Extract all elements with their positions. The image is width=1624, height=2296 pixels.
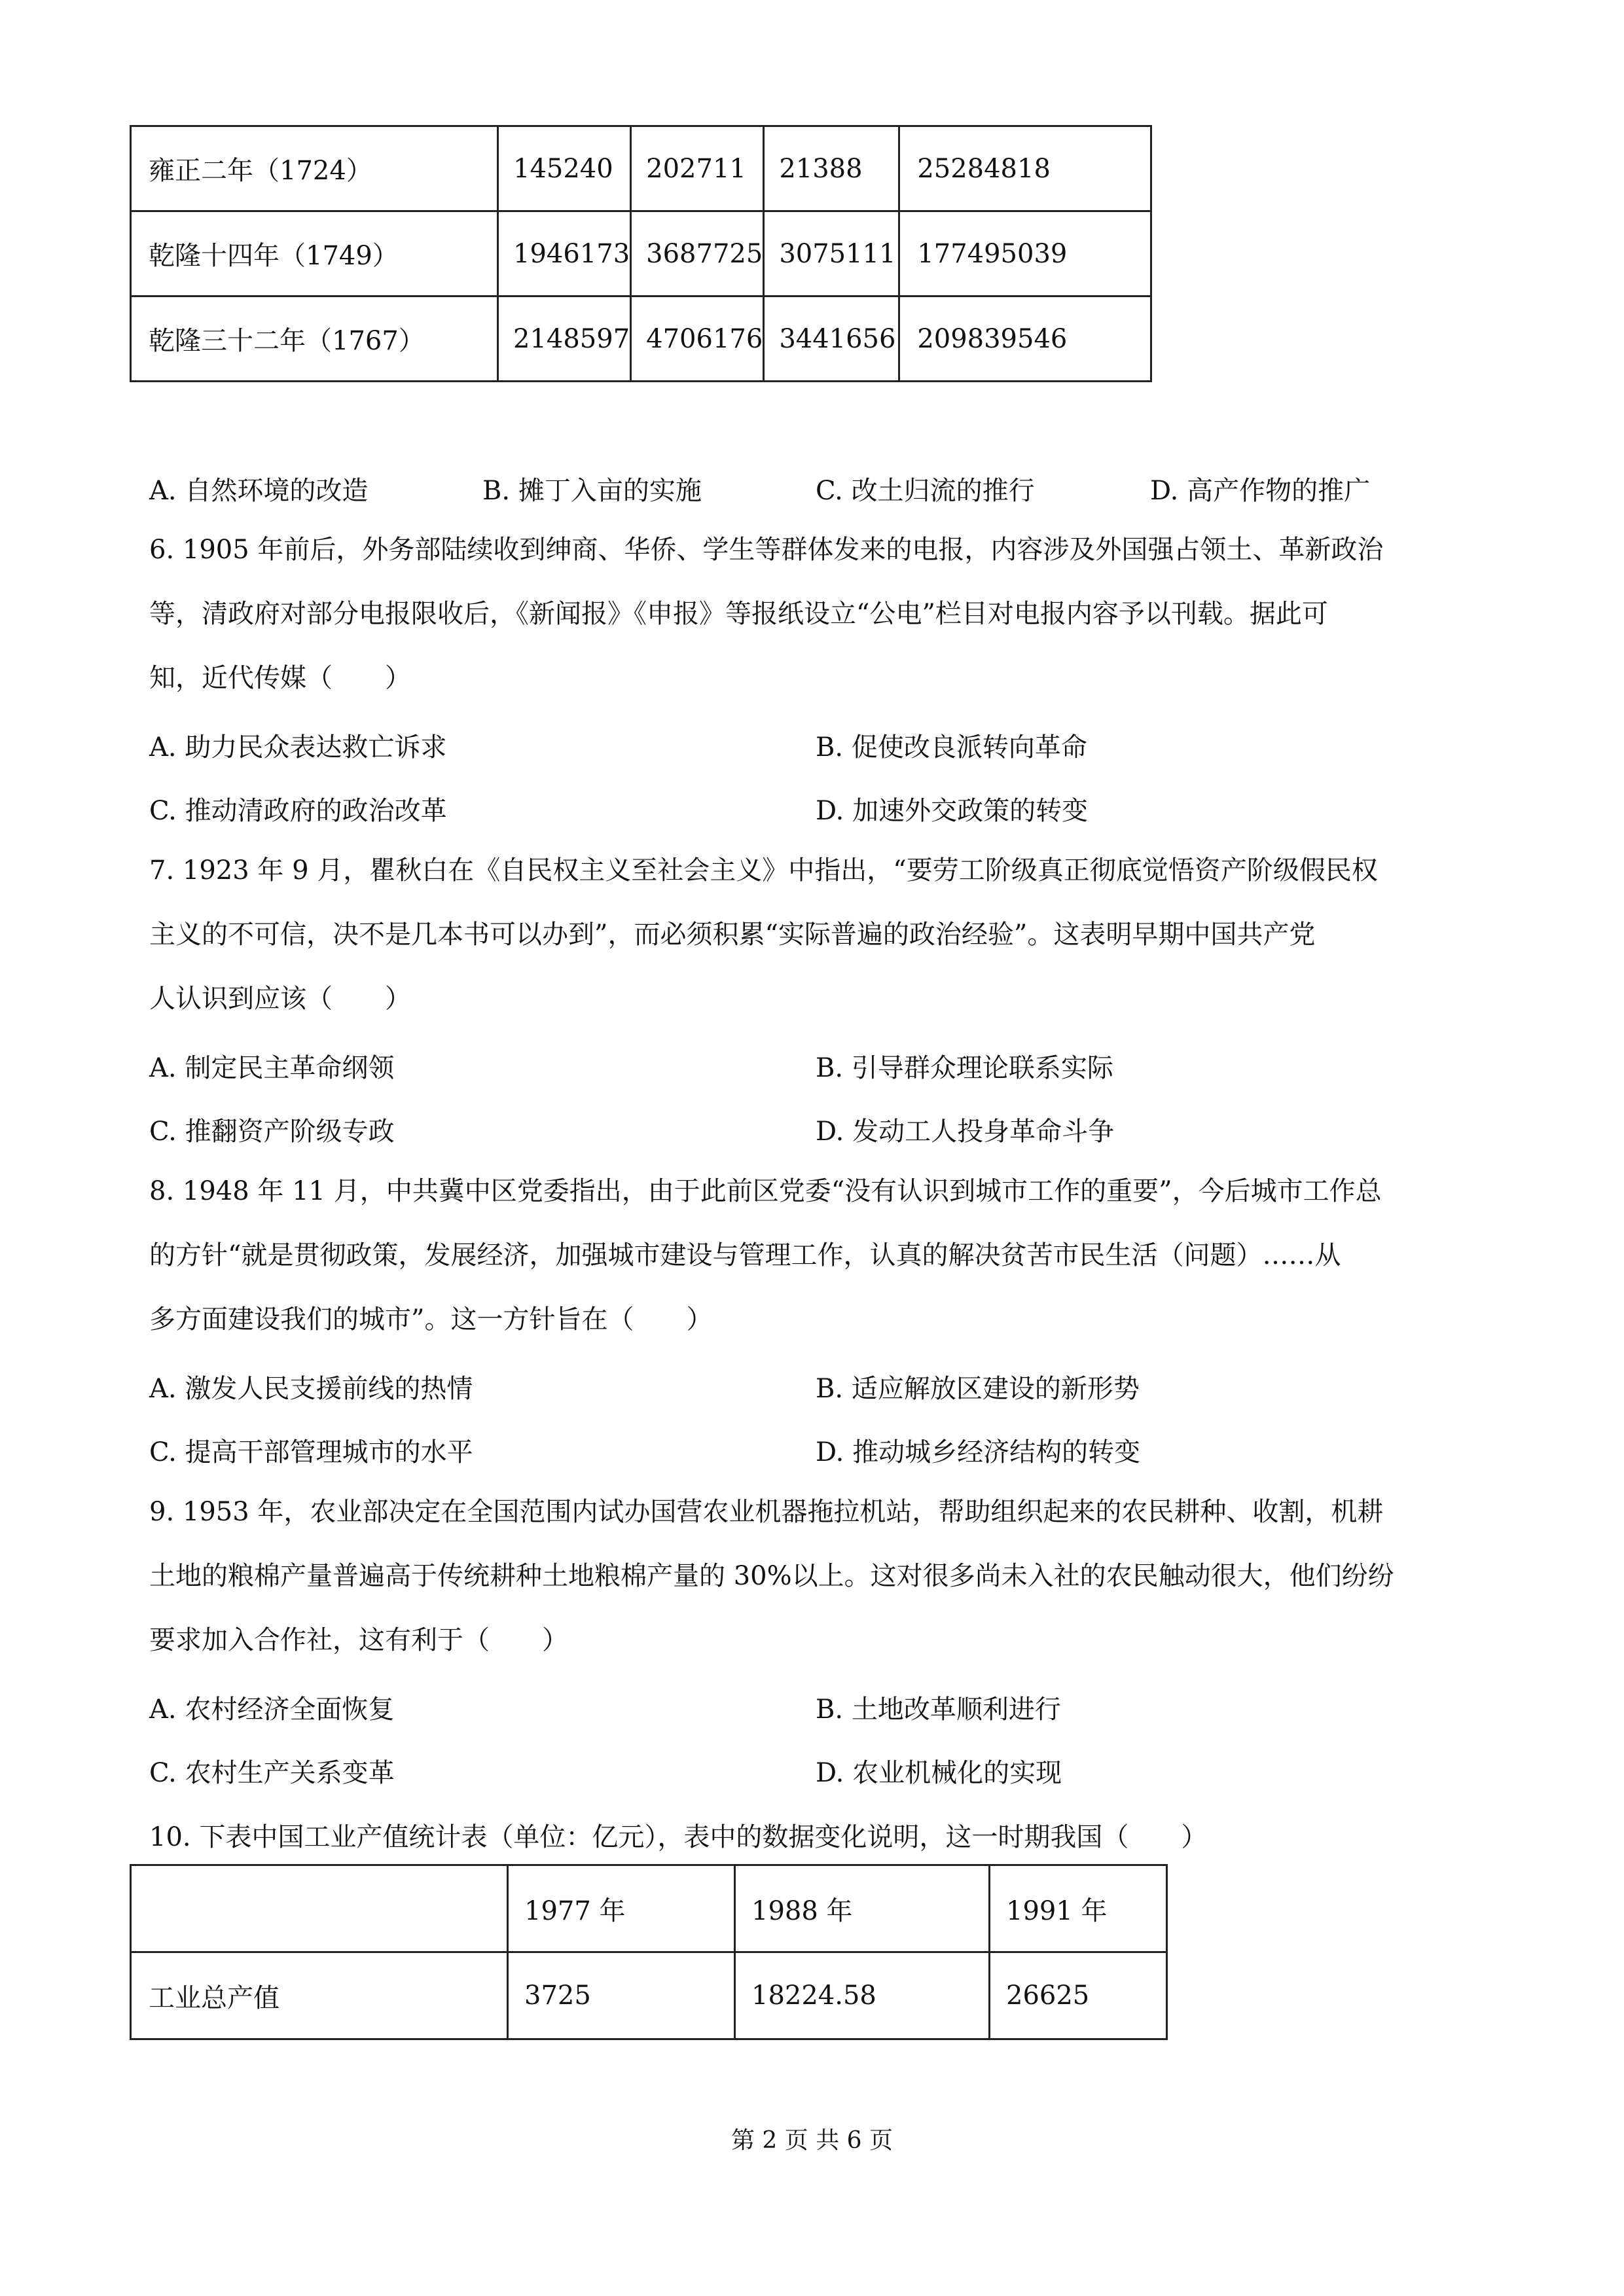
- q8-option-a: A. 激发人民支援前线的热情: [149, 1374, 473, 1404]
- question-8-stem: [149, 1158, 1485, 1351]
- table-cell: 雍正二年（1724）: [131, 126, 498, 211]
- q9-option-b: B. 土地改革顺利进行: [816, 1695, 1061, 1725]
- table-cell: 3441656: [764, 296, 899, 382]
- question-7-stem: [149, 838, 1485, 1030]
- q7-option-a: A. 制定民主革命纲领: [149, 1053, 395, 1083]
- q8-option-c: C. 提高干部管理城市的水平: [149, 1437, 473, 1467]
- table-header-cell: 1977 年: [508, 1865, 735, 1952]
- stem-line: 的方针“就是贯彻政策，发展经济，加强城市建设与管理工作，认真的解决贫苦市民生活（问题）……从: [149, 1240, 1341, 1270]
- stem-line: 7. 1923 年 9 月，瞿秋白在《自民权主义至社会主义》中指出，“要劳工阶级真正彻底觉悟资产阶级假民权: [149, 855, 1378, 886]
- table-header-cell: 1991 年: [990, 1865, 1167, 1952]
- q5-option-a: A. 自然环境的改造: [149, 476, 369, 506]
- stem-line: 多方面建设我们的城市”。这一方针旨在（ ）: [149, 1304, 713, 1335]
- stem-line: 土地的粮棉产量普遍高于传统耕种土地粮棉产量的 30%以上。这对很多尚未入社的农民触动很大，他们纷纷: [149, 1561, 1394, 1591]
- stem-line: 主义的不可信，决不是几本书可以办到”，而必须积累“实际普遍的政治经验”。这表明早期中国共产党: [149, 920, 1316, 950]
- table-cell: 3075111: [764, 211, 899, 296]
- q6-option-d: D. 加速外交政策的转变: [816, 796, 1089, 826]
- table-header-cell: [131, 1865, 508, 1952]
- q5-option-b: B. 摊丁入亩的实施: [482, 476, 702, 506]
- table-cell: 25284818: [899, 126, 1151, 211]
- stem-line: 8. 1948 年 11 月，中共冀中区党委指出，由于此前区党委“没有认识到城市工作的重要”，今后城市工作总: [149, 1176, 1382, 1206]
- table-row: [131, 296, 1151, 382]
- table-header-cell: 1988 年: [735, 1865, 990, 1952]
- page-footer: 第 2 页 共 6 页: [731, 2127, 893, 2154]
- q8-option-d: D. 推动城乡经济结构的转变: [816, 1437, 1141, 1467]
- population-table: [130, 125, 1152, 382]
- table-cell: 145240: [498, 126, 631, 211]
- table-cell: 乾隆三十二年（1767）: [131, 296, 498, 382]
- stem-line: 知，近代传媒（ ）: [149, 663, 411, 693]
- table-cell: 18224.58: [735, 1952, 990, 2039]
- q8-option-b: B. 适应解放区建设的新形势: [816, 1374, 1140, 1404]
- question-9-stem: [149, 1479, 1485, 1672]
- table-row: [131, 211, 1151, 296]
- question-6-stem: [149, 517, 1485, 709]
- table-cell: 177495039: [899, 211, 1151, 296]
- table-row: [131, 126, 1151, 211]
- q9-option-a: A. 农村经济全面恢复: [149, 1695, 395, 1725]
- q6-option-b: B. 促使改良派转向革命: [816, 732, 1087, 762]
- table-cell: 工业总产值: [131, 1952, 508, 2039]
- question-10-stem: 10. 下表中国工业产值统计表（单位：亿元），表中的数据变化说明，这一时期我国（ ）: [149, 1822, 1208, 1852]
- table-cell: 1946173: [498, 211, 631, 296]
- table-cell: 209839546: [899, 296, 1151, 382]
- q7-option-d: D. 发动工人投身革命斗争: [816, 1117, 1115, 1147]
- q9-option-c: C. 农村生产关系变革: [149, 1758, 395, 1788]
- q7-option-c: C. 推翻资产阶级专政: [149, 1117, 395, 1147]
- table-cell: 乾隆十四年（1749）: [131, 211, 498, 296]
- table-row: [131, 1952, 1167, 2039]
- q6-option-c: C. 推动清政府的政治改革: [149, 796, 447, 826]
- q5-option-d: D. 高产作物的推广: [1150, 476, 1371, 506]
- stem-line: 9. 1953 年，农业部决定在全国范围内试办国营农业机器拖拉机站，帮助组织起来的农民耕种、收割，机耕: [149, 1497, 1384, 1527]
- stem-line: 6. 1905 年前后，外务部陆续收到绅商、华侨、学生等群体发来的电报，内容涉及外国强占领土、革新政治: [149, 535, 1384, 565]
- stem-line: 等，清政府对部分电报限收后，《新闻报》《申报》等报纸设立“公电”栏目对电报内容予以刊载。据此可: [149, 599, 1328, 629]
- stem-line: 人认识到应该（ ）: [149, 984, 411, 1014]
- q6-option-a: A. 助力民众表达救亡诉求: [149, 732, 447, 762]
- table-cell: 202711: [631, 126, 764, 211]
- q5-option-c: C. 改土归流的推行: [816, 476, 1035, 506]
- table-cell: 2148597: [498, 296, 631, 382]
- table-cell: 3687725: [631, 211, 764, 296]
- q7-option-b: B. 引导群众理论联系实际: [816, 1053, 1113, 1083]
- industry-output-table: [130, 1864, 1168, 2040]
- q9-option-d: D. 农业机械化的实现: [816, 1758, 1062, 1788]
- table-cell: 4706176: [631, 296, 764, 382]
- table-cell: 26625: [990, 1952, 1167, 2039]
- table-cell: 3725: [508, 1952, 735, 2039]
- table-cell: 21388: [764, 126, 899, 211]
- table-header-row: [131, 1865, 1167, 1952]
- stem-line: 要求加入合作社，这有利于（ ）: [149, 1625, 568, 1655]
